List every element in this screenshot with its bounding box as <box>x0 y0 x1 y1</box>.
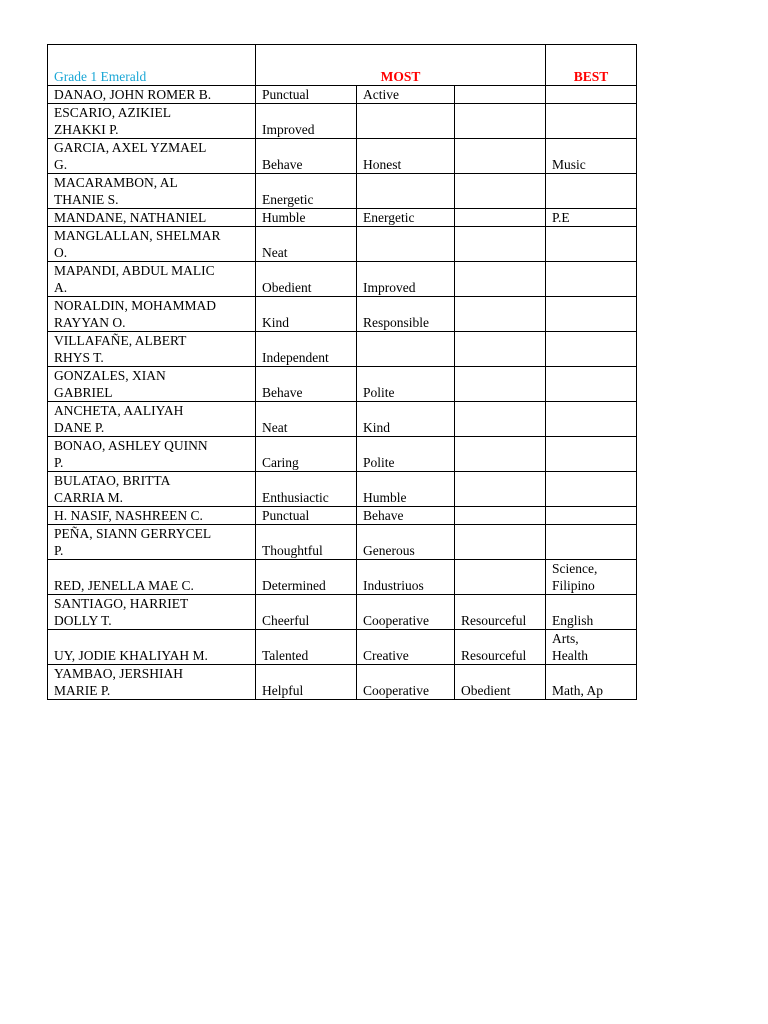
most-trait-cell: Resourceful <box>455 595 546 630</box>
most-trait-cell: Obedient <box>256 262 357 297</box>
table-row <box>48 139 637 174</box>
most-trait-cell <box>455 86 546 104</box>
student-name-cell: BONAO, ASHLEY QUINN P. <box>48 437 256 472</box>
most-trait-cell: Active <box>357 86 455 104</box>
student-name-cell: GARCIA, AXEL YZMAEL G. <box>48 139 256 174</box>
student-name-cell: VILLAFAÑE, ALBERT RHYS T. <box>48 332 256 367</box>
most-trait-cell <box>455 525 546 560</box>
student-name-cell: H. NASIF, NASHREEN C. <box>48 507 256 525</box>
most-trait-cell: Energetic <box>357 209 455 227</box>
most-trait-cell <box>455 437 546 472</box>
most-trait-cell: Independent <box>256 332 357 367</box>
most-trait-cell: Polite <box>357 437 455 472</box>
best-subject-cell <box>546 507 637 525</box>
best-subject-cell: P.E <box>546 209 637 227</box>
most-trait-cell <box>455 174 546 209</box>
most-trait-cell: Caring <box>256 437 357 472</box>
table-row <box>48 507 637 525</box>
student-name-cell: MANGLALLAN, SHELMAR O. <box>48 227 256 262</box>
most-trait-cell <box>455 367 546 402</box>
most-trait-cell <box>455 297 546 332</box>
most-trait-cell <box>455 332 546 367</box>
best-subject-cell: English <box>546 595 637 630</box>
best-subject-cell <box>546 402 637 437</box>
best-subject-cell <box>546 437 637 472</box>
table-row <box>48 525 637 560</box>
most-trait-cell: Neat <box>256 227 357 262</box>
student-name-cell: YAMBAO, JERSHIAH MARIE P. <box>48 665 256 700</box>
table-row <box>48 104 637 139</box>
table-row <box>48 174 637 209</box>
awards-sheet <box>47 44 637 700</box>
most-trait-cell: Cooperative <box>357 595 455 630</box>
most-trait-cell: Industriuos <box>357 560 455 595</box>
student-name-cell: SANTIAGO, HARRIET DOLLY T. <box>48 595 256 630</box>
most-trait-cell: Generous <box>357 525 455 560</box>
best-subject-cell <box>546 262 637 297</box>
most-trait-cell <box>455 262 546 297</box>
most-trait-cell: Kind <box>256 297 357 332</box>
most-trait-cell <box>357 332 455 367</box>
most-trait-cell: Cheerful <box>256 595 357 630</box>
most-trait-cell: Enthusiactic <box>256 472 357 507</box>
most-trait-cell: Behave <box>357 507 455 525</box>
table-row <box>48 262 637 297</box>
most-trait-cell: Behave <box>256 139 357 174</box>
student-name-cell: RED, JENELLA MAE C. <box>48 560 256 595</box>
most-trait-cell: Neat <box>256 402 357 437</box>
most-trait-cell: Responsible <box>357 297 455 332</box>
table-row <box>48 560 637 595</box>
table-row <box>48 665 637 700</box>
student-name-cell: MANDANE, NATHANIEL <box>48 209 256 227</box>
table-row <box>48 630 637 665</box>
table-row <box>48 86 637 104</box>
table-row <box>48 297 637 332</box>
most-trait-cell: Obedient <box>455 665 546 700</box>
most-trait-cell <box>455 209 546 227</box>
table-row <box>48 332 637 367</box>
awards-table <box>47 44 637 700</box>
best-subject-cell: Math, Ap <box>546 665 637 700</box>
best-subject-cell <box>546 525 637 560</box>
most-trait-cell: Polite <box>357 367 455 402</box>
best-subject-cell <box>546 86 637 104</box>
most-trait-cell <box>455 227 546 262</box>
most-trait-cell: Resourceful <box>455 630 546 665</box>
most-trait-cell: Determined <box>256 560 357 595</box>
student-name-cell: UY, JODIE KHALIYAH M. <box>48 630 256 665</box>
most-trait-cell: Honest <box>357 139 455 174</box>
best-heading: BEST <box>546 45 637 86</box>
most-trait-cell <box>455 560 546 595</box>
best-subject-cell: Music <box>546 139 637 174</box>
most-trait-cell: Thoughtful <box>256 525 357 560</box>
student-name-cell: MACARAMBON, AL THANIE S. <box>48 174 256 209</box>
student-name-cell: DANAO, JOHN ROMER B. <box>48 86 256 104</box>
table-row <box>48 367 637 402</box>
best-subject-cell <box>546 227 637 262</box>
best-subject-cell <box>546 332 637 367</box>
most-trait-cell <box>455 104 546 139</box>
most-trait-cell: Behave <box>256 367 357 402</box>
most-trait-cell: Humble <box>357 472 455 507</box>
table-row <box>48 402 637 437</box>
best-subject-cell <box>546 297 637 332</box>
most-trait-cell: Humble <box>256 209 357 227</box>
most-trait-cell: Cooperative <box>357 665 455 700</box>
student-name-cell: ESCARIO, AZIKIEL ZHAKKI P. <box>48 104 256 139</box>
most-trait-cell <box>357 104 455 139</box>
most-trait-cell <box>455 402 546 437</box>
best-subject-cell <box>546 104 637 139</box>
most-trait-cell <box>455 139 546 174</box>
most-trait-cell: Punctual <box>256 507 357 525</box>
most-trait-cell: Punctual <box>256 86 357 104</box>
most-trait-cell: Talented <box>256 630 357 665</box>
best-subject-cell <box>546 367 637 402</box>
best-subject-cell <box>546 174 637 209</box>
most-trait-cell <box>357 227 455 262</box>
student-name-cell: GONZALES, XIAN GABRIEL <box>48 367 256 402</box>
table-row <box>48 227 637 262</box>
table-row <box>48 595 637 630</box>
most-trait-cell <box>455 472 546 507</box>
table-row <box>48 472 637 507</box>
table-row <box>48 209 637 227</box>
most-trait-cell <box>357 174 455 209</box>
header-row <box>48 45 637 86</box>
most-trait-cell: Helpful <box>256 665 357 700</box>
most-trait-cell: Energetic <box>256 174 357 209</box>
student-name-cell: PEÑA, SIANN GERRYCEL P. <box>48 525 256 560</box>
student-name-cell: ANCHETA, AALIYAH DANE P. <box>48 402 256 437</box>
student-name-cell: MAPANDI, ABDUL MALIC A. <box>48 262 256 297</box>
most-trait-cell: Improved <box>256 104 357 139</box>
most-trait-cell: Kind <box>357 402 455 437</box>
most-trait-cell <box>455 507 546 525</box>
best-subject-cell: Arts, Health <box>546 630 637 665</box>
best-subject-cell <box>546 472 637 507</box>
student-name-cell: BULATAO, BRITTA CARRIA M. <box>48 472 256 507</box>
class-title: Grade 1 Emerald <box>48 45 256 86</box>
most-trait-cell: Improved <box>357 262 455 297</box>
most-trait-cell: Creative <box>357 630 455 665</box>
most-heading: MOST <box>256 45 546 86</box>
student-name-cell: NORALDIN, MOHAMMAD RAYYAN O. <box>48 297 256 332</box>
best-subject-cell: Science, Filipino <box>546 560 637 595</box>
table-row <box>48 437 637 472</box>
